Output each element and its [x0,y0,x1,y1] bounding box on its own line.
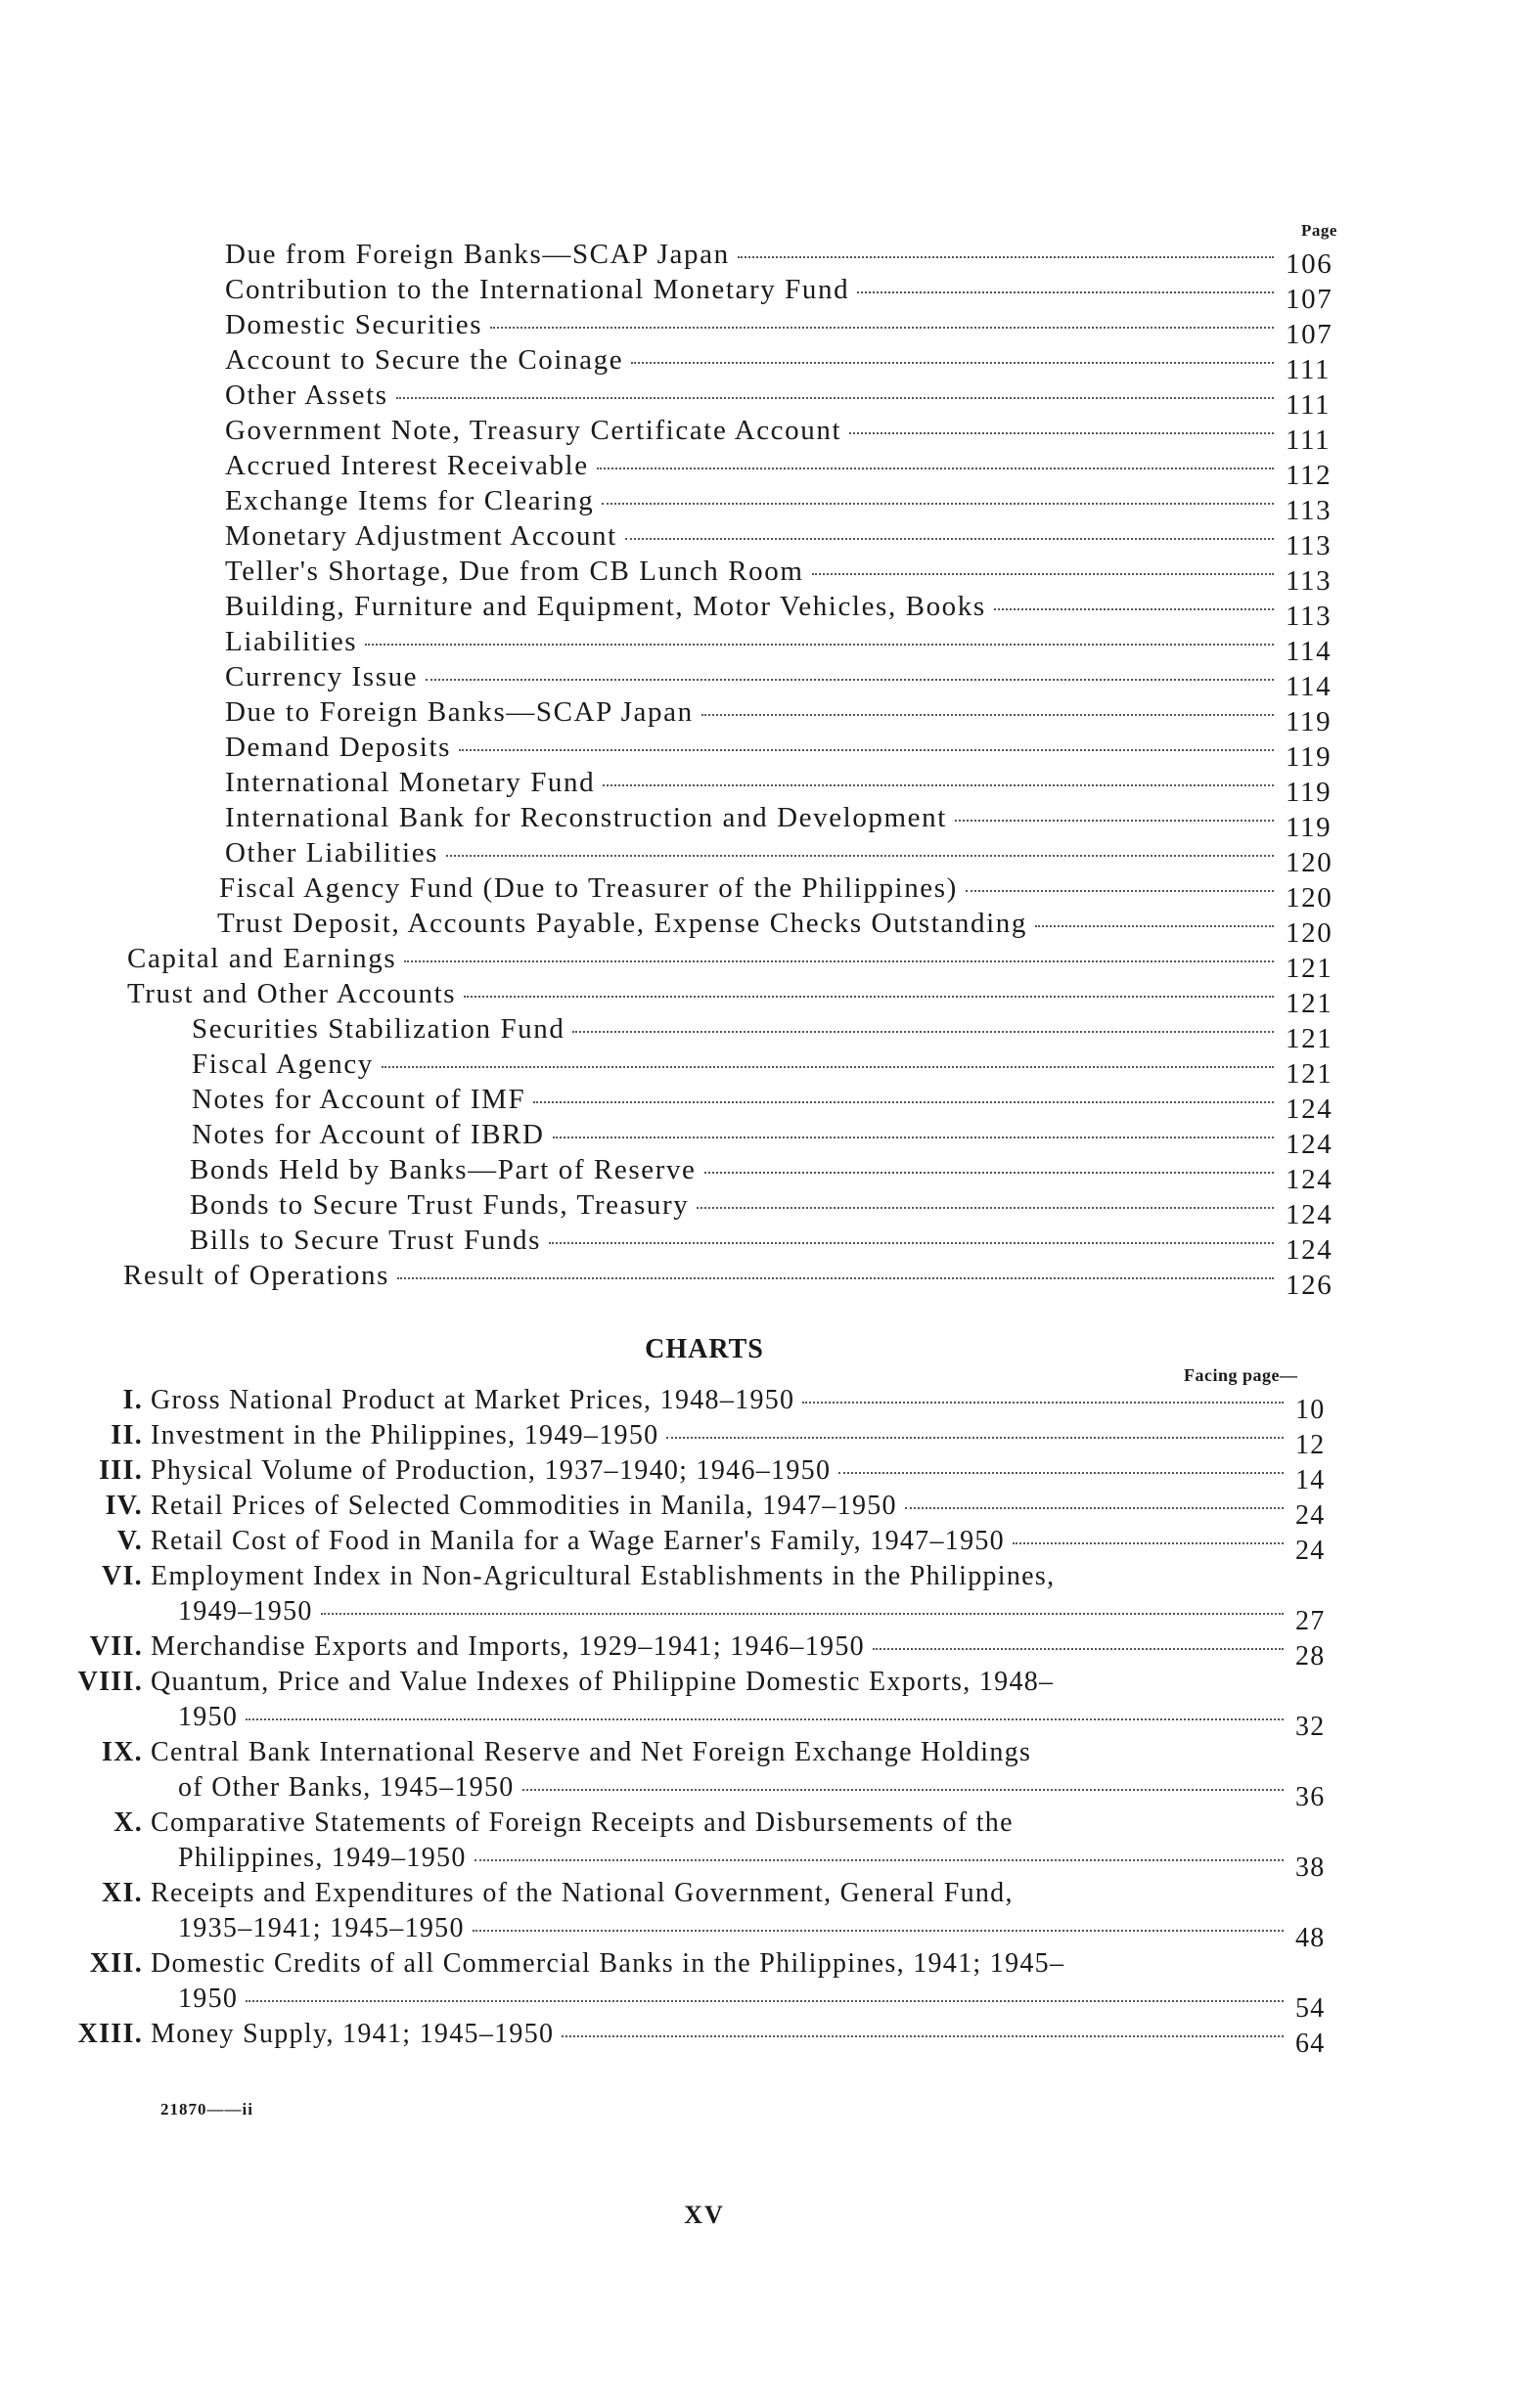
chart-entry [39,1631,1370,1672]
toc-entry [225,485,1370,526]
chart-title-line1: Employment Index in Non-Agricultural Establishments in the Philippines, [151,1561,1056,1591]
leader-dots [597,468,1274,469]
chart-page: 36 [1295,1782,1326,1812]
leader-dots [873,1648,1284,1650]
leader-dots [697,1207,1274,1209]
chart-title: Money Supply, 1941; 1945–1950 [151,2019,555,2049]
toc-entry [192,1084,1370,1125]
page-folio: XV [684,2201,725,2229]
leader-dots [838,1472,1284,1474]
toc-page: 113 [1286,601,1333,632]
leader-dots [533,1101,1274,1103]
toc-title: International Bank for Reconstruction and Development [225,802,947,833]
chart-number: IV. [105,1491,143,1521]
chart-entry [39,1561,1370,1636]
toc-entry [225,802,1370,843]
facing-page-label: Facing page— [1184,1365,1298,1385]
toc-title: Bonds to Secure Trust Funds, Treasury [190,1189,690,1221]
toc-entry [190,1154,1370,1195]
chart-number: V. [116,1526,143,1556]
leader-dots [365,644,1274,646]
toc-entry [225,732,1370,773]
toc-page: 114 [1286,671,1333,702]
toc-entry [192,1119,1370,1160]
chart-title-line2: 1935–1941; 1945–1950 [178,1913,465,1943]
toc-title: Fiscal Agency [192,1048,374,1080]
toc-title: Currency Issue [225,661,419,692]
toc-page: 124 [1286,1164,1333,1195]
chart-number: II. [111,1420,143,1450]
leader-dots [396,397,1274,399]
leader-dots [446,855,1274,857]
chart-number: XII. [89,1948,143,1979]
toc-page: 119 [1286,777,1333,808]
chart-page: 10 [1295,1395,1326,1425]
chart-title-line1: Quantum, Price and Value Indexes of Philippine Domestic Exports, 1948– [151,1667,1055,1697]
chart-title-line1: Receipts and Expenditures of the National Government, General Fund, [151,1878,1014,1908]
toc-title: Bonds Held by Banks—Part of Reserve [190,1154,697,1185]
leader-dots [701,714,1274,716]
toc-entry [225,379,1370,421]
leader-dots [382,1066,1274,1068]
toc-title: Demand Deposits [225,732,451,763]
toc-page: 119 [1286,741,1333,773]
toc-title: Capital and Earnings [127,943,397,974]
toc-page: 107 [1286,319,1333,350]
leader-dots [625,538,1274,540]
toc-page: 107 [1286,284,1333,315]
chart-page: 28 [1295,1641,1326,1672]
chart-title-line2: Philippines, 1949–1950 [178,1843,467,1873]
toc-title: Fiscal Agency Fund (Due to Treasurer of the Philippines) [219,872,958,904]
toc-entry [217,908,1370,949]
leader-dots [490,327,1274,329]
leader-dots [464,996,1274,998]
toc-title: Exchange Items for Clearing [225,485,595,516]
leader-dots [603,784,1274,786]
leader-dots [321,1613,1284,1615]
toc-title: Trust and Other Accounts [127,978,457,1009]
page-label: Page [1301,221,1337,240]
chart-entry [39,1385,1370,1425]
toc-page: 114 [1286,636,1333,667]
leader-dots [905,1507,1284,1509]
charts-heading: CHARTS [645,1334,764,1364]
toc-entry [225,696,1370,737]
toc-entry [190,1225,1370,1266]
toc-entry [225,837,1370,878]
toc-page: 119 [1286,812,1333,843]
chart-title: Gross National Product at Market Prices, 1948–1950 [151,1385,795,1415]
toc-entry [225,661,1370,702]
leader-dots [473,1930,1284,1932]
toc-page: 121 [1286,1058,1333,1090]
chart-page: 64 [1295,2029,1326,2059]
toc-page: 124 [1286,1093,1333,1125]
toc-page: 124 [1286,1129,1333,1160]
toc-title: Notes for Account of IBRD [192,1119,545,1150]
toc-page: 106 [1286,248,1333,280]
toc-page: 124 [1286,1234,1333,1266]
chart-title-line2: 1950 [178,1984,239,2014]
leader-dots [857,291,1274,293]
toc-page: 111 [1286,354,1332,385]
toc-entry [225,309,1370,350]
toc-page: 120 [1286,917,1333,949]
chart-entry [39,2019,1370,2059]
printer-code: 21870——ii [160,2100,253,2118]
leader-dots [994,608,1274,610]
toc-page: 121 [1286,953,1333,984]
chart-entry [39,1667,1370,1742]
leader-dots [802,1402,1284,1404]
toc-title: Government Note, Treasury Certificate Account [225,415,842,446]
chart-page: 12 [1295,1430,1326,1460]
chart-entry [39,1807,1370,1883]
toc-title: Notes for Account of IMF [192,1084,526,1115]
chart-title: Retail Cost of Food in Manila for a Wage Earner's Family, 1947–1950 [151,1526,1005,1556]
toc-title: Other Liabilities [225,837,439,869]
toc-title: Contribution to the International Monetary Fund [225,274,850,305]
toc-entry [225,520,1370,561]
toc-title: Trust Deposit, Accounts Payable, Expense Checks Outstanding [217,908,1027,939]
chart-page: 14 [1295,1465,1326,1495]
chart-title: Physical Volume of Production, 1937–1940; 1946–1950 [151,1455,832,1486]
toc-page: 113 [1286,565,1333,597]
leader-dots [1035,925,1274,927]
toc-page: 120 [1286,847,1333,878]
chart-entry [39,1491,1370,1531]
leader-dots [602,503,1274,505]
toc-page: 121 [1286,988,1333,1019]
toc-entry [225,415,1370,456]
leader-dots [849,432,1274,434]
chart-number: VI. [101,1561,143,1591]
chart-title: Merchandise Exports and Imports, 1929–1941; 1946–1950 [151,1631,865,1662]
leader-dots [397,1277,1274,1279]
chart-page: 38 [1295,1852,1326,1883]
chart-page: 24 [1295,1500,1326,1531]
chart-title: Investment in the Philippines, 1949–1950 [151,1420,659,1450]
toc-entry [225,626,1370,667]
chart-title-line1: Domestic Credits of all Commercial Banks in the Philippines, 1941; 1945– [151,1948,1065,1979]
toc-entry [123,1260,1370,1301]
leader-dots [666,1437,1284,1439]
chart-title-line1: Central Bank International Reserve and Net Foreign Exchange Holdings [151,1737,1032,1767]
toc-entry [225,767,1370,808]
toc-title: Securities Stabilization Fund [192,1013,565,1045]
toc-title: Liabilities [225,626,358,657]
toc-page: 121 [1286,1023,1333,1054]
leader-dots [549,1242,1274,1244]
toc-title: Bills to Secure Trust Funds [190,1225,542,1256]
toc-title: Monetary Adjustment Account [225,520,617,552]
chart-page: 54 [1295,1993,1326,2024]
leader-dots [738,256,1274,258]
leader-dots [246,1718,1284,1720]
chart-title-line2: 1949–1950 [178,1596,313,1627]
toc-entry [225,591,1370,632]
chart-number: VII. [89,1631,143,1662]
leader-dots [704,1172,1274,1174]
toc-title: Result of Operations [123,1260,390,1291]
leader-dots [474,1859,1284,1861]
chart-number: IX. [101,1737,143,1767]
chart-number: I. [122,1385,143,1415]
toc-entry [219,872,1370,914]
chart-page: 48 [1295,1923,1326,1953]
toc-entry [225,344,1370,385]
chart-title-line2: of Other Banks, 1945–1950 [178,1772,515,1803]
leader-dots [246,2000,1284,2002]
toc-title: Accrued Interest Receivable [225,450,589,481]
toc-page: 124 [1286,1199,1333,1230]
chart-number: X. [113,1807,143,1838]
toc-entry [127,943,1370,984]
toc-entry [225,239,1370,280]
toc-title: Teller's Shortage, Due from CB Lunch Room [225,556,804,587]
toc-title: Due from Foreign Banks—SCAP Japan [225,239,730,270]
toc-title: Due to Foreign Banks—SCAP Japan [225,696,694,728]
chart-entry [39,1420,1370,1460]
chart-title-line2: 1950 [178,1702,239,1732]
chart-number: XI. [101,1878,143,1908]
toc-page: 113 [1286,530,1333,561]
toc-page: 111 [1286,424,1332,456]
chart-page: 27 [1295,1606,1326,1636]
toc-page: 119 [1286,706,1333,737]
leader-dots [572,1031,1274,1033]
chart-entry [39,1455,1370,1495]
chart-entry [39,1948,1370,2024]
toc-entry [225,450,1370,491]
chart-number: III. [99,1455,143,1486]
chart-number: XIII. [77,2019,143,2049]
chart-title-line1: Comparative Statements of Foreign Receipts and Disbursements of the [151,1807,1014,1838]
toc-entry [127,978,1370,1019]
toc-page: 112 [1286,460,1333,491]
toc-entry [192,1013,1370,1054]
leader-dots [404,960,1274,962]
toc-entry [225,274,1370,315]
toc-page: 113 [1286,495,1333,526]
leader-dots [562,2035,1284,2037]
leader-dots [631,362,1274,364]
toc-entry [190,1189,1370,1230]
leader-dots [426,679,1274,681]
chart-title: Retail Prices of Selected Commodities in Manila, 1947–1950 [151,1491,897,1521]
chart-entry [39,1878,1370,1953]
chart-page: 32 [1295,1712,1326,1742]
toc-entry [192,1048,1370,1090]
toc-title: International Monetary Fund [225,767,596,798]
leader-dots [955,820,1274,822]
leader-dots [966,890,1274,892]
leader-dots [459,749,1274,751]
toc-title: Account to Secure the Coinage [225,344,624,376]
leader-dots [522,1789,1284,1791]
toc-page: 120 [1286,882,1333,914]
chart-number: VIII. [77,1667,143,1697]
chart-page: 24 [1295,1536,1326,1566]
leader-dots [553,1137,1274,1138]
chart-entry [39,1526,1370,1566]
toc-page: 111 [1286,389,1332,421]
toc-page: 126 [1286,1270,1333,1301]
leader-dots [1013,1542,1284,1544]
chart-entry [39,1737,1370,1812]
toc-title: Building, Furniture and Equipment, Motor Vehicles, Books [225,591,986,622]
leader-dots [812,573,1274,575]
toc-title: Domestic Securities [225,309,483,340]
toc-entry [225,556,1370,597]
toc-title: Other Assets [225,379,388,411]
